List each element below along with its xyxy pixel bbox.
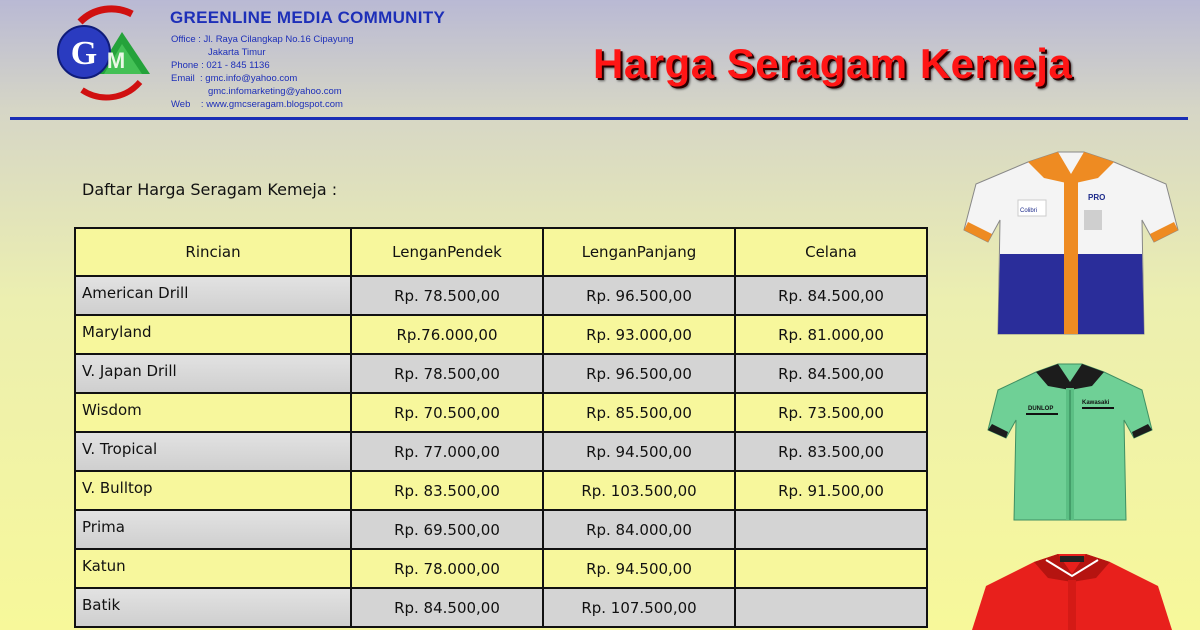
table-row [75,471,927,510]
page-title: Harga Seragam Kemeja [593,40,1073,87]
shirt-label-brand: Colibri [1020,208,1038,214]
fabric-name: Wisdom [75,393,351,432]
price-trousers [735,510,927,549]
shirt-red-image [972,552,1172,630]
fabric-name: Batik [75,588,351,627]
price-list-subtitle: Daftar Harga Seragam Kemeja : [82,180,338,199]
price-short-sleeve: Rp. 78.500,00 [351,354,543,393]
table-header-row [75,228,927,276]
table-row [75,510,927,549]
table-row [75,549,927,588]
price-long-sleeve: Rp. 85.500,00 [543,393,735,432]
price-trousers: Rp. 81.000,00 [735,315,927,354]
svg-text:M: M [106,48,126,73]
fabric-name: V. Bulltop [75,471,351,510]
shirt-label-kawasaki: Kawasaki [1082,400,1110,406]
price-short-sleeve: Rp. 84.500,00 [351,588,543,627]
price-long-sleeve: Rp. 103.500,00 [543,471,735,510]
contact-office: Office : Jl. Raya Cilangkap No.16 Cipayung [171,34,354,45]
price-short-sleeve: Rp. 83.500,00 [351,471,543,510]
table-row [75,393,927,432]
shirt-green-image [984,360,1156,526]
fabric-name: Prima [75,510,351,549]
price-trousers: Rp. 84.500,00 [735,354,927,393]
shirt-label-dunlop: DUNLOP [1028,406,1054,412]
price-long-sleeve: Rp. 96.500,00 [543,276,735,315]
fabric-name: V. Japan Drill [75,354,351,393]
contact-email: Email : gmc.info@yahoo.com [171,73,298,84]
header-divider [10,117,1188,120]
price-trousers: Rp. 73.500,00 [735,393,927,432]
contact-info [171,33,354,111]
table-row [75,588,927,627]
price-long-sleeve: Rp. 94.500,00 [543,432,735,471]
price-short-sleeve: Rp.76.000,00 [351,315,543,354]
price-long-sleeve: Rp. 107.500,00 [543,588,735,627]
header-rincian: Rincian [75,228,351,276]
price-short-sleeve: Rp. 70.500,00 [351,393,543,432]
fabric-name: American Drill [75,276,351,315]
contact-office-city: Jakarta Timur [171,47,266,58]
shirt-white-blue-image [958,144,1184,344]
table-row [75,276,927,315]
price-long-sleeve: Rp. 96.500,00 [543,354,735,393]
price-trousers: Rp. 91.500,00 [735,471,927,510]
contact-web: Web : www.gmcseragam.blogspot.com [171,99,343,110]
price-long-sleeve: Rp. 84.000,00 [543,510,735,549]
price-trousers: Rp. 84.500,00 [735,276,927,315]
fabric-name: Katun [75,549,351,588]
price-short-sleeve: Rp. 77.000,00 [351,432,543,471]
shirt-label-pro: PRO [1088,193,1106,202]
svg-text:G: G [70,35,98,72]
price-table [74,227,928,628]
price-short-sleeve: Rp. 78.500,00 [351,276,543,315]
table-row [75,354,927,393]
table-row [75,315,927,354]
gmc-logo [52,4,156,102]
fabric-name: V. Tropical [75,432,351,471]
price-trousers [735,549,927,588]
header-celana: Celana [735,228,927,276]
price-short-sleeve: Rp. 69.500,00 [351,510,543,549]
header-lengan-panjang: LenganPanjang [543,228,735,276]
contact-email-2: gmc.infomarketing@yahoo.com [171,86,342,97]
header-lengan-pendek: LenganPendek [351,228,543,276]
fabric-name: Maryland [75,315,351,354]
price-trousers: Rp. 83.500,00 [735,432,927,471]
contact-phone: Phone : 021 - 845 1136 [171,60,270,71]
price-short-sleeve: Rp. 78.000,00 [351,549,543,588]
table-row [75,432,927,471]
price-long-sleeve: Rp. 94.500,00 [543,549,735,588]
price-long-sleeve: Rp. 93.000,00 [543,315,735,354]
price-trousers [735,588,927,627]
brand-name: GREENLINE MEDIA COMMUNITY [170,8,446,27]
